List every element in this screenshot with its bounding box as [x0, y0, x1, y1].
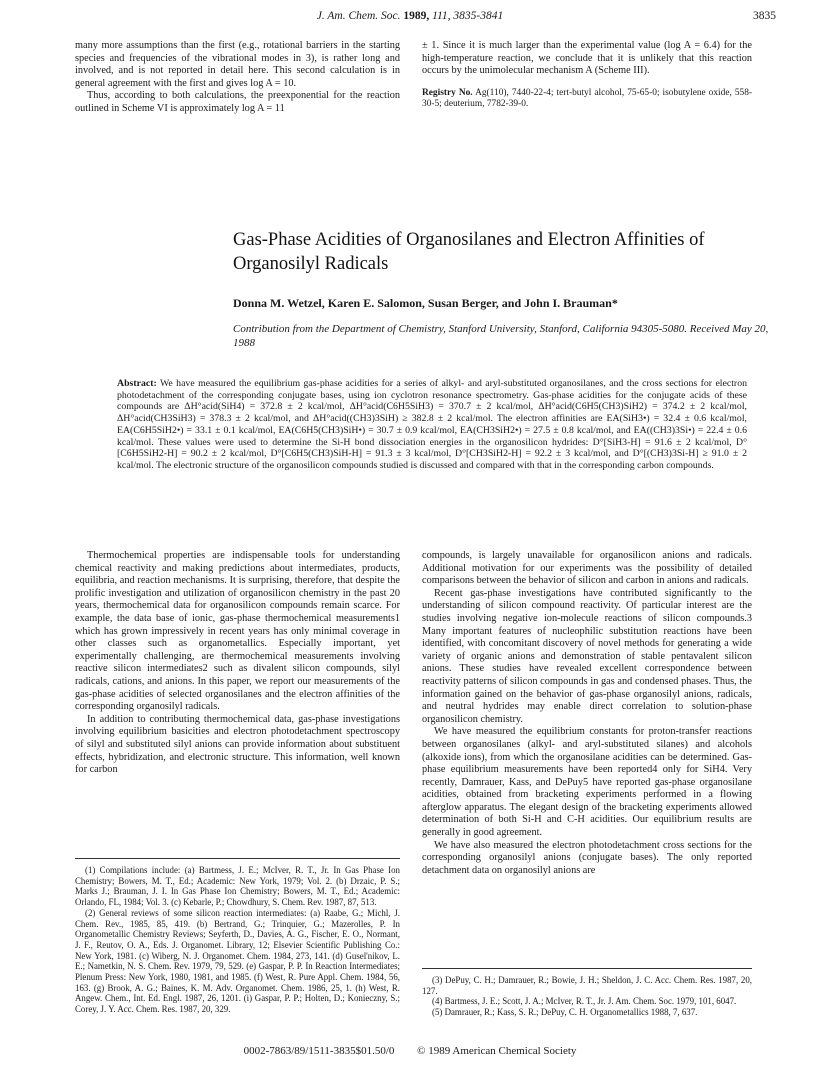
paragraph: Thus, according to both calculations, the preexponential for the reaction outlined in Scheme VI is approximately log A = 11 [75, 90, 400, 114]
footnotes-left [75, 858, 400, 1015]
footnotes-right [422, 968, 752, 1018]
running-head [0, 10, 820, 28]
journal-citation [0, 10, 820, 22]
previous-article-right-column [422, 40, 752, 111]
article-affiliation: Contribution from the Department of Chemistry, Stanford University, Stanford, California 94305-5080. Received May 20, 1988 [233, 323, 769, 349]
page-footer [0, 1045, 820, 1057]
abstract [117, 378, 747, 472]
paragraph: compounds, is largely unavailable for organosilicon anions and radicals. Additional motivation for our experiments was the possibility of detailed comparisons between the behavior of silicon and carbon in anions and radicals. [422, 550, 752, 587]
footnote: (4) Bartmess, J. E.; Scott, J. A.; McIver, R. T., Jr. J. Am. Chem. Soc. 1979, 101, 6047. [432, 996, 737, 1007]
paragraph: We have measured the equilibrium constants for proton-transfer reactions between organosilanes (alkyl- and aryl-substituted silanes) and alcohols (alkoxide ions), from which the organosilane acidities can be determined. Gas-phase equilibrium measurements have been reported4 only for SiH4. Very recently, Damrauer, Kass, and DePuy5 have reported gas-phase organosilane acidities, obtained from bracketing experiments performed in a flowing afterglow apparatus. The elegant design of the bracketing experiments allowed determination of both Si-H and C-H acidities. Our equilibrium results are generally in good agreement. [422, 726, 752, 839]
footnote: (1) Compilations include: (a) Bartmess, J. E.; McIver, R. T., Jr. In Gas Phase Ion Chemistry; Bowers, M. T., Ed.; Academic: New York, 1979; Vol. 2. (b) Drzaic, P. S.; Marks J.; Brauman, J. I. In Gas Phase Ion Chemistry; Bowers, M. T., Ed.; Academic: Orlando, FL, 1984; Vol. 3. (c) Kebarle, P.; Chowdhury, S. Chem. Rev. 1987, 87, 513. [75, 865, 400, 908]
abstract-text: We have measured the equilibrium gas-phase acidities for a series of alkyl- and aryl-substituted organosilanes, and the cross sections for electron photodetachment of the corresponding conjugate bases, using ion cyclotron resonance spectrometry. Gas-phase acidities for the conjugate acids of these compounds are ΔH°acid(SiH4) = 372.8 ± 2 kcal/mol, ΔH°acid(C6H5SiH3) = 370.7 ± 2 kcal/mol, ΔH°acid(C6H5(CH3)SiH2) = 374.2 ± 2 kcal/mol, ΔH°acid(CH3SiH3) = 378.3 ± 2 kcal/mol, and ΔH°acid((CH3)3SiH) ≥ 382.8 ± 2 kcal/mol. The electron affinities are EA(SiH3•) = 32.4 ± 0.6 kcal/mol, EA(C6H5SiH2•) = 33.1 ± 0.1 kcal/mol, EA(C6H5(CH3)SiH•) = 30.7 ± 0.9 kcal/mol, EA(CH3SiH2•) = 27.5 ± 0.8 kcal/mol, and EA((CH3)3Si•) = 22.4 ± 0.6 kcal/mol. These values were used to determine the Si-H bond dissociation energies in the organosilicon hydrides: D°[SiH3-H] = 91.6 ± 2 kcal/mol, D°[C6H5SiH2-H] = 90.2 ± 2 kcal/mol, D°[C6H5(CH3)SiH-H] = 91.3 ± 3 kcal/mol, D°[CH3SiH2-H] = 92.2 ± 3 kcal/mol, and D°[(CH3)3Si-H] ≥ 91.0 ± 2 kcal/mol. The electronic structure of the organosilicon compounds studied is discussed and compared with that in the corresponding carbon compounds. [117, 378, 747, 471]
footnote: (2) General reviews of some silicon reaction intermediates: (a) Raabe, G.; Michl, J. Chem. Rev., 1985, 85, 419. (b) Bertrand, G.; Trinquier, G.; Mazerolles, P. In Organometallic Chemistry Reviews; Seyferth, D., Davies, A. G., Fischer, E. O., Normant, J. F., Reutov, O. A., Eds. J. Organomet. Library, 12; Elsevier Scientific Publishing Co.: New York, 1981. (c) Wiberg, N. J. Organomet. Chem. 1984, 273, 141. (d) Gusel'nikov, L. E.; Nametkin, N. S. Chem. Rev. 1979, 79, 529. (e) Gaspar, P. P. In Reaction Intermediates; Plenum Press: New York, 1980, 1981, and 1985. (f) West, R. Pure Appl. Chem. 1984, 56, 163. (g) Brook, A. G.; Baines, K. M. Adv. Organomet. Chem. 1986, 25, 1. (h) West, R. Angew. Chem., Int. Ed. Engl. 1987, 26, 1201. (i) Gaspar, P. P.; Holten, D.; Konieczny, S.; Corey, J. Y. Acc. Chem. Res. 1987, 20, 329. [75, 907, 400, 1015]
paragraph: Recent gas-phase investigations have contributed significantly to the understanding of silicon compound reactivity. Of particular interest are the studies involving negative ion-molecule reactions of silicon compounds.3 Many important features of nucleophilic substitution reactions have been identified, with concomitant discovery of novel methods for generating a wide variety of organic anions and demonstration of stable pentavalent silicon anions. These studies have revealed excellent correspondence between reactivity patterns of silicon compounds in gas and condensed phases. Thus, the information gained on the behavior of gas-phase organosilyl anions, radicals, and neutral hydrides may enable direct correlation to solution-phase organosilicon chemistry. [422, 587, 752, 725]
paragraph: ± 1. Since it is much larger than the experimental value (log A = 6.4) for the high-temperature reaction, we conclude that it is unlikely that this reaction occurs by the unimolecular mechanism A (Scheme III). [422, 40, 752, 77]
paragraph: We have also measured the electron photodetachment cross sections for the corresponding organosilyl anions (conjugate bases). The only reported detachment data on organosilyl anions are [422, 839, 752, 876]
page-number: 3835 [753, 10, 776, 22]
previous-article-left-column [75, 40, 400, 116]
article-title: Gas-Phase Acidities of Organosilanes and Electron Affinities of Organosilyl Radicals [233, 230, 705, 274]
journal-name: J. Am. Chem. Soc. [316, 10, 401, 22]
journal-volume-pages: 111, 3835-3841 [432, 10, 504, 22]
registry-text: Ag(110), 7440-22-4; tert-butyl alcohol, 75-65-0; isobutylene oxide, 558-30-5; deuterium, 7782-39-0. [422, 87, 753, 110]
journal-year: 1989, [403, 10, 430, 22]
footnote: (3) DePuy, C. H.; Damrauer, R.; Bowie, J. H.; Sheldon, J. C. Acc. Chem. Res. 1987, 20, 127. [422, 975, 752, 996]
abstract-label: Abstract: [117, 378, 157, 389]
article-code: 0002-7863/89/1511-3835$01.50/0 [243, 1045, 395, 1057]
registry-label: Registry No. [422, 87, 473, 98]
article-header [233, 228, 783, 350]
footnote: (5) Damrauer, R.; Kass, S. R.; DePuy, C. H. Organometallics 1988, 7, 637. [432, 1007, 698, 1018]
body-left-column [75, 550, 400, 777]
copyright: © 1989 American Chemical Society [417, 1045, 577, 1057]
article-authors: Donna M. Wetzel, Karen E. Salomon, Susan Berger, and John I. Brauman* [233, 296, 618, 310]
paragraph: Thermochemical properties are indispensable tools for understanding chemical reactivity and making predictions about intermediates, products, equilibria, and reaction mechanisms. It is surprising, therefore, that despite the prolific investigation and utilization of organosilicon chemistry in the past 20 years, thermochemical data for organosilicon compounds remain scarce. For example, the data base of ionic, gas-phase thermochemical measurements1 which has grown impressively in recent years has only minimal coverage in other classes such as organometallics. Especially important, yet experimentally challenging, are thermochemical measurements involving reactive silicon intermediates2 such as divalent silicon compounds, silyl radicals, cations, and anions. In this paper, we report our measurements of the gas-phase acidities of selected organosilanes and the electron affinities of the corresponding organosilyl radicals. [75, 550, 400, 713]
body-right-column [422, 550, 752, 877]
paragraph: In addition to contributing thermochemical data, gas-phase investigations involving equilibrium basicities and electron photodetachment spectroscopy of silyl and substituted silyl anions can provide information about substituent effects, hybridization, and electronic structure. This information, well known for carbon [75, 713, 400, 776]
registry-numbers [422, 88, 752, 111]
paragraph: many more assumptions than the first (e.g., rotational barriers in the starting species and frequencies of the vibrational modes in 3), is rather long and involved, and is not reported in detail here. This second calculation is in general agreement with the first and gives log A = 10. [75, 40, 400, 89]
